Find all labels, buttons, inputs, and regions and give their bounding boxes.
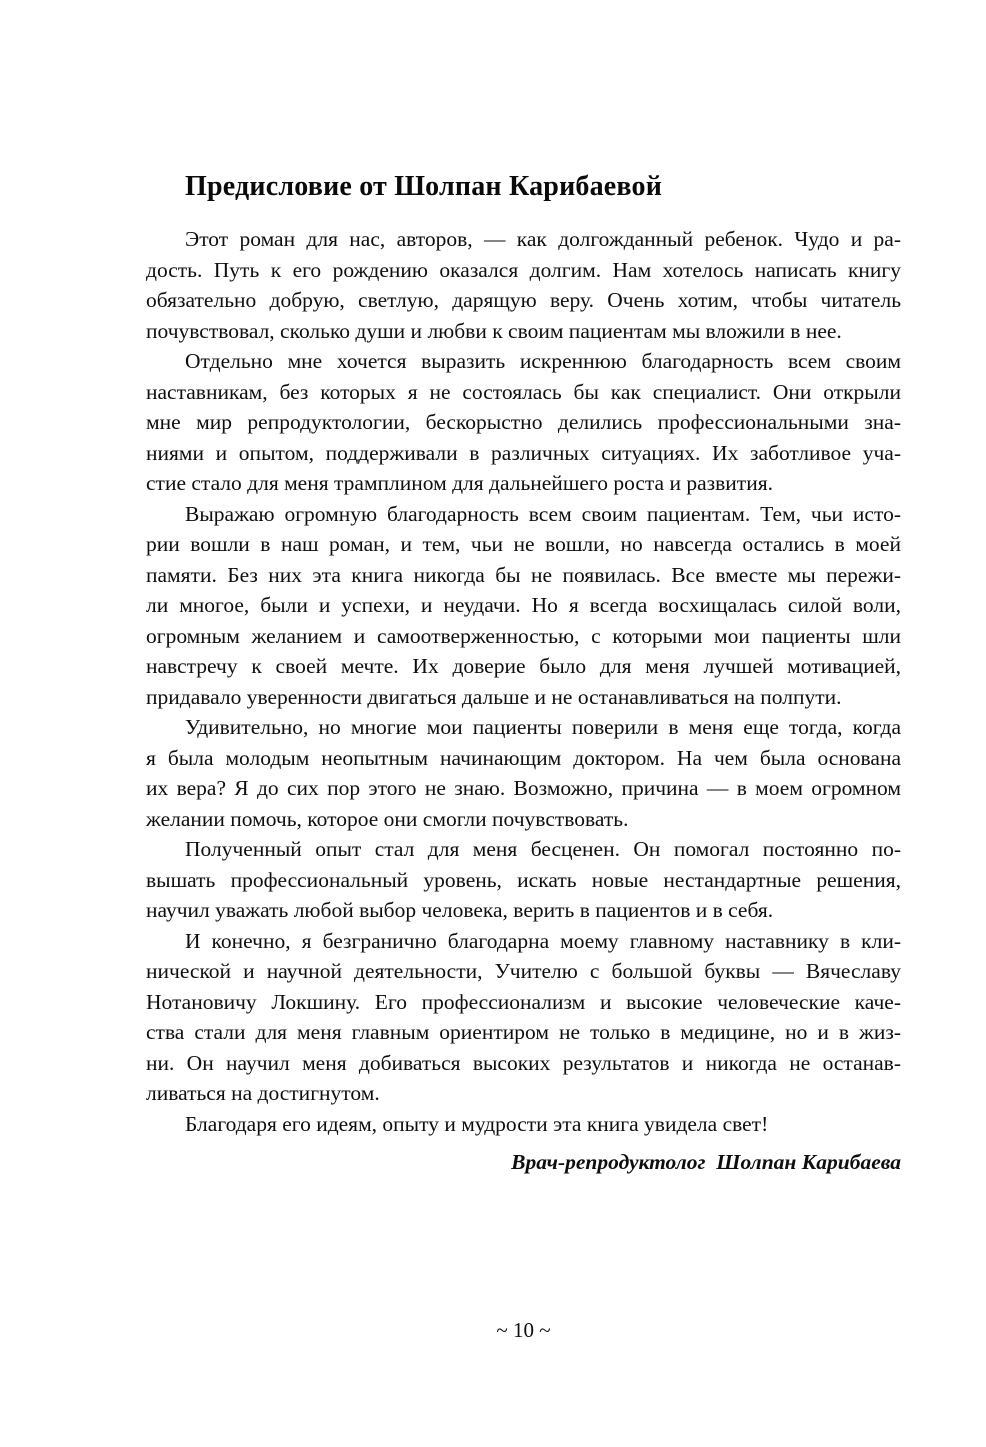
paragraph	[146, 346, 901, 499]
text-line: ниями и опытом, поддерживали в различных ситуациях. Их заботливое уча-	[146, 440, 901, 465]
text-line: вышать профессиональный уровень, искать новые нестандартные решения,	[146, 867, 901, 892]
paragraph	[146, 926, 901, 1109]
text-line: почувствовал, сколько души и любви к своим пациентам мы вложили в нее.	[146, 318, 842, 343]
text-line: стие стало для меня трамплином для дальнейшего роста и развития.	[146, 471, 773, 495]
text-line: ства стали для меня главным ориентиром не только в медицине, но и в жиз-	[146, 1020, 901, 1044]
text-line: желании помочь, которое они смогли почувствовать.	[146, 806, 629, 831]
text-line: дость. Путь к его рождению оказался долгим. Нам хотелось написать книгу	[146, 257, 901, 282]
text-line: навстречу к своей мечте. Их доверие было для меня лучшей мотивацией,	[146, 654, 901, 678]
text-line: Отдельно мне хочется выразить искреннюю благодарность всем своим	[185, 349, 901, 373]
preface-body	[146, 224, 901, 1178]
text-line: Удивительно, но многие мои пациенты поверили в меня еще тогда, когда	[185, 715, 901, 739]
text-line: их вера? Я до сих пор этого не знаю. Возможно, причина — в моем огромном	[146, 776, 901, 800]
text-line: Полученный опыт стал для меня бесценен. Он помогал постоянно по-	[185, 837, 901, 861]
text-line: обязательно добрую, светлую, дарящую веру. Очень хотим, чтобы читатель	[146, 288, 901, 312]
text-line: научил уважать любой выбор человека, верить в пациентов и в себя.	[146, 898, 774, 922]
text-line: рии вошли в наш роман, и тем, чьи не вошли, но навсегда остались в моей	[146, 532, 901, 556]
text-line: Этот роман для нас, авторов, — как долгожданный ребенок. Чудо и ра-	[185, 227, 901, 251]
paragraph	[146, 1109, 901, 1140]
page-number: ~ 10 ~	[496, 1318, 551, 1342]
text-line: Благодаря его идеям, опыту и мудрости эта книга увидела свет!	[185, 1111, 769, 1136]
text-line: придавало уверенности двигаться дальше и не останавливаться на полпути.	[146, 684, 842, 709]
text-line: наставникам, без которых я не состоялась бы как специалист. Они открыли	[146, 379, 901, 404]
page-title: Предисловие от Шолпан Карибаевой	[185, 171, 663, 202]
text-line: мне мир репродуктологии, бескорыстно делились профессиональными зна-	[146, 410, 901, 434]
author-signature: Врач-репродуктолог Шолпан Карибаева	[511, 1150, 901, 1174]
paragraphs-container	[146, 224, 901, 1139]
text-line: я была молодым неопытным начинающим доктором. На чем была основана	[146, 745, 901, 770]
text-line: ни. Он научил меня добиваться высоких результатов и никогда не останав-	[146, 1050, 901, 1075]
text-line: ливаться на достигнутом.	[146, 1081, 380, 1105]
text-line: нической и научной деятельности, Учителю с большой буквы — Вячеславу	[146, 959, 901, 983]
paragraph	[146, 834, 901, 926]
text-line: И конечно, я безгранично благодарна моему главному наставнику в кли-	[185, 928, 901, 953]
text-line: огромным желанием и самоотверженностью, с которыми мои пациенты шли	[146, 623, 901, 648]
text-line: памяти. Без них эта книга никогда бы не появилась. Все вместе мы пережи-	[146, 562, 901, 587]
text-line: Нотановичу Локшину. Его профессионализм и высокие человеческие каче-	[146, 989, 901, 1014]
text-line: ли многое, были и успехи, и неудачи. Но я всегда восхищалась силой воли,	[146, 593, 901, 617]
paragraph	[146, 499, 901, 713]
paragraph	[146, 712, 901, 834]
paragraph	[146, 224, 901, 346]
text-line: Выражаю огромную благодарность всем своим пациентам. Тем, чьи исто-	[185, 501, 901, 526]
